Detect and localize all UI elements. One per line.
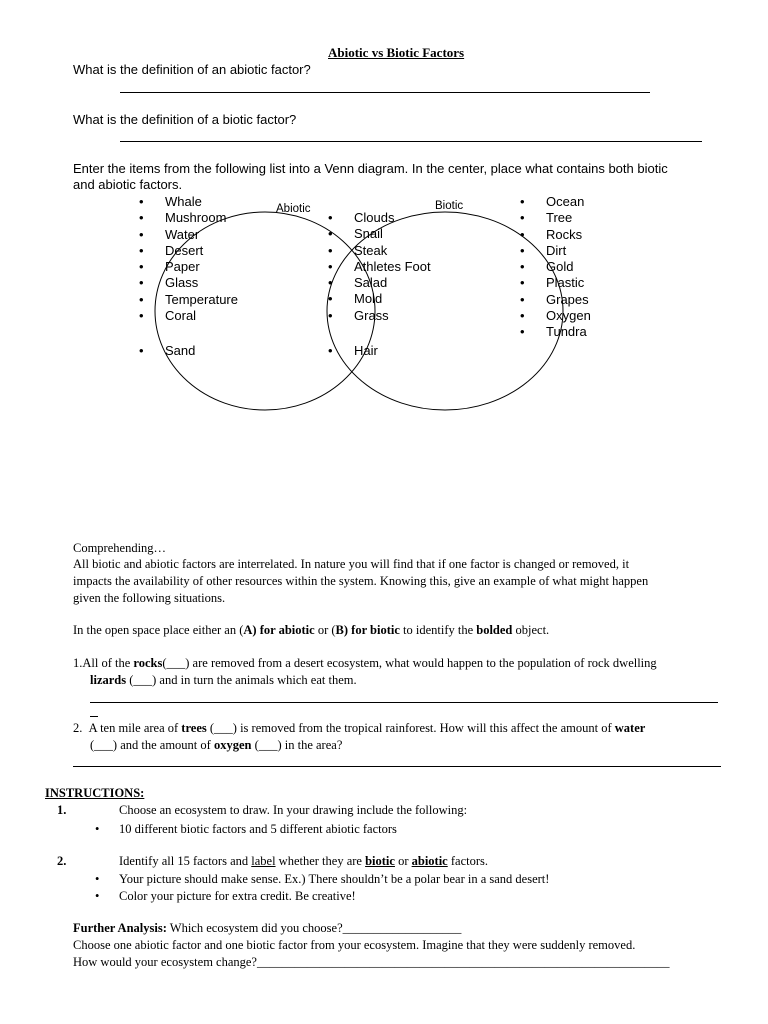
bold-lizards: lizards	[90, 673, 127, 687]
comprehending-paragraph-line1: All biotic and abiotic factors are interrelated. In nature you will find that if one factor is changed or removed, it	[73, 557, 630, 571]
question-text: (___) and in turn the animals which eat them.	[126, 673, 357, 687]
question-text: (___) is removed from the tropical rainforest. How will this affect the amount of	[206, 721, 615, 735]
list-item[interactable]: • Sand	[139, 343, 195, 359]
question-biotic-definition: What is the definition of a biotic factor?	[73, 112, 297, 127]
question-text: All of the	[82, 656, 134, 670]
list-item[interactable]: • Snail	[328, 226, 431, 242]
instruction-text: or	[394, 854, 412, 868]
open-space-biotic: B) for biotic	[335, 623, 400, 637]
question-text: A ten mile area of	[88, 721, 182, 735]
item-list-column-2-extra	[328, 343, 378, 359]
open-space-text: or (	[314, 623, 336, 637]
open-space-instruction	[73, 623, 549, 638]
list-item[interactable]: • Desert	[139, 243, 238, 259]
bullet-icon: •	[95, 872, 100, 886]
answer-line-question-1[interactable]	[90, 702, 718, 703]
list-item[interactable]: • Grapes	[520, 292, 591, 308]
list-item[interactable]: • Temperature	[139, 292, 238, 308]
open-space-text: In the open space place either an (	[73, 623, 244, 637]
item-list-column-1-extra	[139, 343, 195, 359]
underlined-biotic: biotic	[365, 854, 395, 868]
list-item[interactable]: • Clouds	[328, 210, 431, 226]
comprehending-heading: Comprehending…	[73, 541, 167, 555]
question-abiotic-definition: What is the definition of an abiotic factor?	[73, 62, 311, 77]
open-space-abiotic: A) for abiotic	[243, 623, 315, 637]
answer-line-question-2[interactable]	[73, 766, 721, 767]
open-space-bolded: bolded	[476, 623, 513, 637]
underlined-label: label	[251, 854, 276, 868]
instruction-text: factors.	[447, 854, 488, 868]
list-item[interactable]: • Water	[139, 227, 238, 243]
bullet-icon: •	[95, 889, 100, 903]
list-item[interactable]: • Hair	[328, 343, 378, 359]
question-number: 1.	[73, 656, 83, 670]
question-2-line2	[90, 738, 342, 753]
question-number: 2.	[73, 721, 83, 735]
venn-instructions-line1: Enter the items from the following list into a Venn diagram. In the center, place what contains both biotic	[73, 161, 668, 176]
open-space-text: to identify the	[399, 623, 477, 637]
instruction-2-number: 2.	[57, 854, 67, 868]
underlined-abiotic: abiotic	[411, 854, 448, 868]
list-item[interactable]: • Dirt	[520, 243, 591, 259]
further-analysis-text[interactable]: Which ecosystem did you choose?___________________	[166, 921, 462, 935]
instruction-1-bullet: 10 different biotic factors and 5 different abiotic factors	[119, 822, 397, 836]
instruction-text: Identify all 15 factors and	[119, 854, 252, 868]
list-item[interactable]: • Gold	[520, 259, 591, 275]
list-item[interactable]: • Rocks	[520, 227, 591, 243]
item-list-column-3	[520, 194, 591, 341]
venn-instructions-line2: and abiotic factors.	[73, 177, 183, 192]
instruction-2-bullet-1: Your picture should make sense. Ex.) There shouldn’t be a polar bear in a sand desert!	[119, 872, 550, 886]
comprehending-paragraph-line2: impacts the availability of other resources within the system. Knowing this, give an example of what might happen	[73, 574, 649, 588]
list-item[interactable]: • Athletes Foot	[328, 259, 431, 275]
bold-water: water	[614, 721, 646, 735]
open-space-text: object.	[512, 623, 550, 637]
list-item[interactable]: • Coral	[139, 308, 238, 324]
venn-label-biotic: Biotic	[435, 200, 464, 212]
further-analysis-line3[interactable]: How would your ecosystem change?__________________________________________________________________	[73, 955, 670, 969]
question-2-line1	[73, 721, 645, 736]
bold-trees: trees	[181, 721, 207, 735]
instruction-text: whether they are	[275, 854, 366, 868]
list-item[interactable]: • Whale	[139, 194, 238, 210]
further-analysis-line2: Choose one abiotic factor and one biotic factor from your ecosystem. Imagine that they were suddenly removed.	[73, 938, 636, 952]
question-1-line1	[73, 656, 657, 671]
list-item[interactable]: • Grass	[328, 308, 431, 324]
venn-label-abiotic: Abiotic	[276, 203, 311, 215]
list-item[interactable]: • Mold	[328, 291, 431, 307]
instruction-1-number: 1.	[57, 803, 67, 817]
list-item[interactable]: • Tundra	[520, 324, 591, 340]
bold-rocks: rocks	[133, 656, 163, 670]
worksheet-title: Abiotic vs Biotic Factors	[328, 45, 465, 60]
item-list-column-1	[139, 194, 238, 324]
list-item[interactable]: • Salad	[328, 275, 431, 291]
list-item[interactable]: • Glass	[139, 275, 238, 291]
list-item[interactable]: • Ocean	[520, 194, 591, 210]
further-analysis-label: Further Analysis:	[73, 921, 167, 935]
instruction-1-text: Choose an ecosystem to draw. In your drawing include the following:	[119, 803, 468, 817]
item-list-column-2	[328, 210, 431, 324]
question-text: (___) and the amount of	[90, 738, 214, 752]
instruction-2-text	[119, 854, 488, 869]
bold-oxygen: oxygen	[213, 738, 252, 752]
further-analysis-question	[73, 921, 461, 936]
list-item[interactable]: • Mushroom	[139, 210, 238, 226]
list-item[interactable]: • Oxygen	[520, 308, 591, 324]
instruction-2-bullet-2: Color your picture for extra credit. Be creative!	[119, 889, 356, 903]
list-item[interactable]: • Steak	[328, 243, 431, 259]
bullet-icon: •	[95, 822, 100, 836]
question-text: (___) in the area?	[251, 738, 343, 752]
comprehending-paragraph-line3: given the following situations.	[73, 591, 226, 605]
list-item[interactable]: • Tree	[520, 210, 591, 226]
answer-line-question-1-short[interactable]	[90, 716, 98, 717]
question-1-line2	[90, 673, 357, 688]
list-item[interactable]: • Paper	[139, 259, 238, 275]
instructions-heading: INSTRUCTIONS:	[45, 786, 145, 800]
list-item[interactable]: • Plastic	[520, 275, 591, 291]
question-text: (___) are removed from a desert ecosystem, what would happen to the population of rock dwelling	[162, 656, 657, 670]
